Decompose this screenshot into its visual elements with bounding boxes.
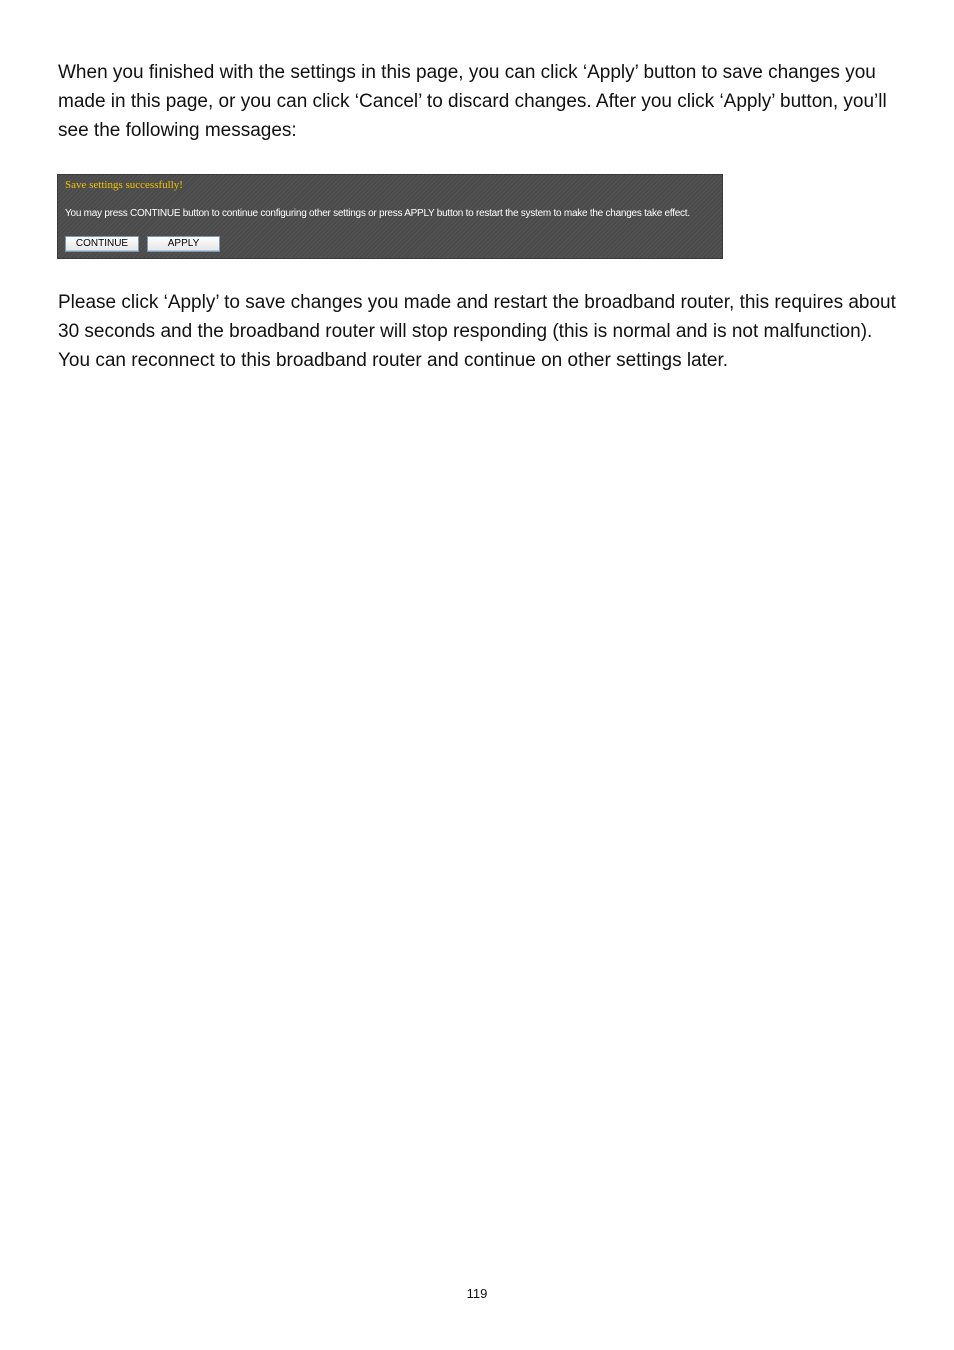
- apply-instructions-paragraph: Please click ‘Apply’ to save changes you made and restart the broadband router, this requires about 30 seconds and the broadband router will stop responding (this is normal and is not malfunction). You can reconnect to this broadband router and continue on other settings later.: [58, 292, 896, 371]
- intro-paragraph: When you finished with the settings in this page, you can click ‘Apply’ button to save changes you made in this page, or you can click ‘Cancel’ to discard changes. After you click ‘Apply’ button, you’ll see the following messages:: [58, 62, 887, 141]
- continue-button[interactable]: CONTINUE: [65, 236, 139, 252]
- save-success-message: You may press CONTINUE button to continue configuring other settings or press APPLY button to restart the system to make the changes take effect.: [65, 208, 690, 219]
- apply-button[interactable]: APPLY: [147, 236, 220, 252]
- page-number: 119: [466, 1286, 488, 1301]
- save-success-title: Save settings successfully!: [65, 179, 183, 191]
- save-settings-message-screenshot: [57, 174, 723, 259]
